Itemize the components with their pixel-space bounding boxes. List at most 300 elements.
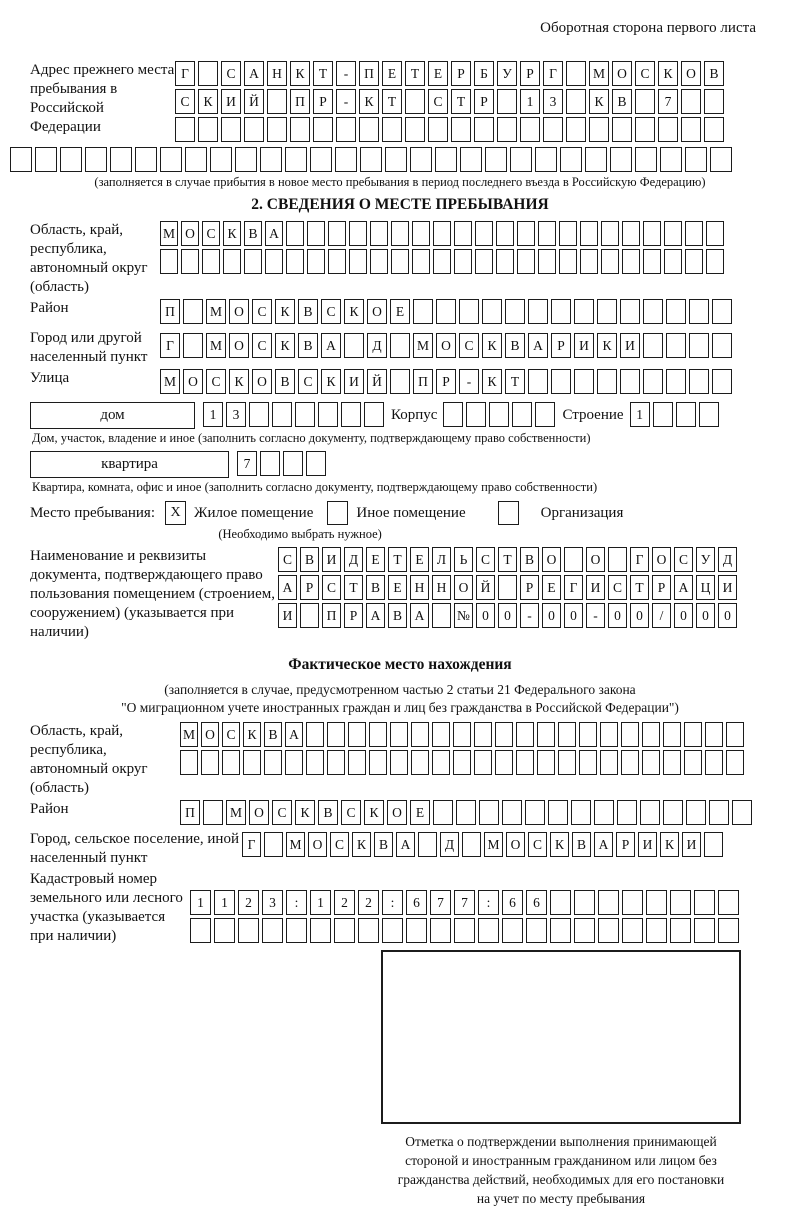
form-cell[interactable]: 1 [520,89,540,114]
form-cell[interactable]: С [175,89,195,114]
form-cell[interactable]: П [160,299,180,324]
form-cell[interactable]: О [252,369,272,394]
form-cell[interactable] [635,117,655,142]
form-cell[interactable]: И [638,832,657,857]
form-cell[interactable] [526,918,547,943]
form-cell[interactable]: С [322,575,341,600]
form-cell[interactable]: К [550,832,569,857]
form-cell[interactable]: Е [542,575,561,600]
form-cell[interactable] [551,369,571,394]
form-cell[interactable]: Н [432,575,451,600]
form-cell[interactable]: 1 [190,890,211,915]
form-cell[interactable] [443,402,463,427]
form-cell[interactable]: К [275,333,295,358]
form-cell[interactable] [244,117,264,142]
form-cell[interactable]: О [183,369,203,394]
form-cell[interactable]: К [589,89,609,114]
form-cell[interactable] [718,918,739,943]
form-cell[interactable]: : [286,890,307,915]
form-cell[interactable] [327,750,345,775]
form-cell[interactable] [411,722,429,747]
form-cell[interactable] [689,333,709,358]
form-cell[interactable] [535,402,555,427]
form-cell[interactable]: В [388,603,407,628]
form-cell[interactable]: Е [410,800,430,825]
form-cell[interactable] [643,249,661,274]
form-cell[interactable]: П [180,800,200,825]
form-cell[interactable] [391,221,409,246]
form-cell[interactable] [712,299,732,324]
form-cell[interactable]: И [682,832,701,857]
form-cell[interactable]: К [352,832,371,857]
form-cell[interactable] [412,221,430,246]
form-cell[interactable] [537,750,555,775]
form-cell[interactable] [295,402,315,427]
form-cell[interactable] [601,221,619,246]
form-cell[interactable] [474,722,492,747]
form-cell[interactable] [512,402,532,427]
form-cell[interactable] [474,750,492,775]
form-cell[interactable]: П [322,603,341,628]
form-cell[interactable]: Т [313,61,333,86]
form-cell[interactable]: С [206,369,226,394]
form-cell[interactable] [685,249,703,274]
form-cell[interactable] [726,750,744,775]
form-cell[interactable]: С [428,89,448,114]
form-cell[interactable] [525,800,545,825]
form-cell[interactable] [435,147,457,172]
form-cell[interactable] [681,117,701,142]
form-cell[interactable] [475,221,493,246]
form-cell[interactable] [391,249,409,274]
form-cell[interactable]: 7 [237,451,257,476]
form-cell[interactable] [528,299,548,324]
form-cell[interactable] [566,61,586,86]
form-cell[interactable] [235,147,257,172]
form-cell[interactable] [718,890,739,915]
form-cell[interactable] [704,832,723,857]
form-cell[interactable] [454,221,472,246]
form-cell[interactable] [202,249,220,274]
form-cell[interactable] [290,117,310,142]
form-cell[interactable] [313,117,333,142]
form-cell[interactable] [183,333,203,358]
form-cell[interactable]: М [180,722,198,747]
form-cell[interactable] [485,147,507,172]
form-cell[interactable] [535,147,557,172]
form-cell[interactable]: М [589,61,609,86]
form-cell[interactable] [685,221,703,246]
form-cell[interactable] [694,890,715,915]
form-cell[interactable] [286,249,304,274]
form-cell[interactable] [412,249,430,274]
form-cell[interactable]: В [366,575,385,600]
form-cell[interactable] [390,722,408,747]
form-cell[interactable]: 3 [262,890,283,915]
form-cell[interactable] [517,221,535,246]
form-cell[interactable]: - [459,369,479,394]
form-cell[interactable] [543,117,563,142]
form-cell[interactable] [364,402,384,427]
form-cell[interactable] [198,61,218,86]
form-cell[interactable]: Т [388,547,407,572]
form-cell[interactable] [550,918,571,943]
form-cell[interactable] [495,750,513,775]
form-cell[interactable]: К [660,832,679,857]
form-cell[interactable] [451,117,471,142]
form-cell[interactable] [516,750,534,775]
form-cell[interactable]: В [298,333,318,358]
form-cell[interactable]: О [542,547,561,572]
form-cell[interactable] [635,89,655,114]
form-cell[interactable]: У [696,547,715,572]
form-cell[interactable] [505,299,525,324]
form-cell[interactable] [706,221,724,246]
form-cell[interactable] [175,117,195,142]
form-cell[interactable] [370,221,388,246]
form-cell[interactable] [336,117,356,142]
form-cell[interactable]: И [718,575,737,600]
form-cell[interactable] [328,221,346,246]
form-cell[interactable]: М [160,369,180,394]
form-cell[interactable]: Д [344,547,363,572]
form-cell[interactable]: - [586,603,605,628]
form-cell[interactable]: Ь [454,547,473,572]
form-cell[interactable] [558,750,576,775]
form-cell[interactable] [520,117,540,142]
form-cell[interactable] [642,750,660,775]
form-cell[interactable] [621,722,639,747]
form-cell[interactable]: Р [520,575,539,600]
form-cell[interactable] [564,547,583,572]
form-cell[interactable]: Е [388,575,407,600]
form-cell[interactable] [621,750,639,775]
form-cell[interactable]: Й [244,89,264,114]
form-cell[interactable] [497,89,517,114]
form-cell[interactable] [459,299,479,324]
form-cell[interactable]: И [278,603,297,628]
form-cell[interactable]: Р [616,832,635,857]
form-cell[interactable] [502,918,523,943]
form-cell[interactable] [548,800,568,825]
form-cell[interactable]: 3 [543,89,563,114]
form-cell[interactable]: И [221,89,241,114]
form-cell[interactable]: С [476,547,495,572]
form-cell[interactable] [286,918,307,943]
form-cell[interactable] [635,147,657,172]
form-cell[interactable] [210,147,232,172]
form-cell[interactable]: Т [382,89,402,114]
form-cell[interactable]: О [181,221,199,246]
form-cell[interactable] [243,750,261,775]
form-cell[interactable]: А [366,603,385,628]
form-cell[interactable]: В [612,89,632,114]
form-cell[interactable] [456,800,476,825]
form-cell[interactable] [617,800,637,825]
form-cell[interactable]: С [221,61,241,86]
form-cell[interactable] [479,800,499,825]
form-cell[interactable]: К [658,61,678,86]
form-cell[interactable] [222,750,240,775]
form-cell[interactable] [646,890,667,915]
form-cell[interactable] [666,299,686,324]
form-cell[interactable] [517,249,535,274]
form-cell[interactable] [198,117,218,142]
form-cell[interactable] [558,722,576,747]
form-cell[interactable] [410,147,432,172]
form-cell[interactable]: Е [428,61,448,86]
form-cell[interactable]: В [275,369,295,394]
form-cell[interactable]: У [497,61,517,86]
form-cell[interactable] [180,750,198,775]
form-cell[interactable] [712,333,732,358]
form-cell[interactable] [382,117,402,142]
form-cell[interactable]: С [321,299,341,324]
form-cell[interactable]: В [374,832,393,857]
form-cell[interactable] [528,369,548,394]
form-cell[interactable]: Р [520,61,540,86]
form-cell[interactable] [203,800,223,825]
form-cell[interactable] [495,722,513,747]
form-cell[interactable]: Р [474,89,494,114]
form-cell[interactable] [560,147,582,172]
form-cell[interactable] [306,750,324,775]
form-cell[interactable]: 0 [476,603,495,628]
form-cell[interactable]: Е [410,547,429,572]
form-cell[interactable] [663,722,681,747]
form-cell[interactable]: Т [630,575,649,600]
form-cell[interactable]: К [243,722,261,747]
form-cell[interactable] [260,451,280,476]
form-cell[interactable]: 7 [658,89,678,114]
form-cell[interactable] [610,147,632,172]
form-cell[interactable]: Г [630,547,649,572]
form-cell[interactable] [267,89,287,114]
form-cell[interactable]: Т [498,547,517,572]
form-cell[interactable] [664,221,682,246]
form-cell[interactable] [307,221,325,246]
form-cell[interactable] [670,890,691,915]
form-cell[interactable] [709,800,729,825]
form-cell[interactable] [201,750,219,775]
form-cell[interactable] [537,722,555,747]
form-cell[interactable] [214,918,235,943]
form-cell[interactable]: Р [313,89,333,114]
form-cell[interactable] [348,750,366,775]
form-cell[interactable]: Д [367,333,387,358]
form-cell[interactable] [369,722,387,747]
form-cell[interactable] [265,249,283,274]
form-cell[interactable]: П [359,61,379,86]
form-cell[interactable] [497,117,517,142]
form-cell[interactable]: Е [366,547,385,572]
form-cell[interactable]: В [505,333,525,358]
form-cell[interactable] [405,117,425,142]
form-cell[interactable]: И [620,333,640,358]
form-cell[interactable]: О [367,299,387,324]
form-cell[interactable]: 0 [674,603,693,628]
form-cell[interactable]: : [382,890,403,915]
form-cell[interactable] [516,722,534,747]
form-cell[interactable]: Е [390,299,410,324]
form-cell[interactable]: К [198,89,218,114]
form-cell[interactable]: 0 [542,603,561,628]
form-cell[interactable] [566,117,586,142]
form-cell[interactable] [10,147,32,172]
form-cell[interactable] [622,890,643,915]
form-cell[interactable] [566,89,586,114]
form-cell[interactable]: 0 [564,603,583,628]
form-cell[interactable] [436,299,456,324]
form-cell[interactable]: Г [160,333,180,358]
form-cell[interactable] [574,890,595,915]
form-cell[interactable] [594,800,614,825]
form-cell[interactable] [579,722,597,747]
form-cell[interactable] [411,750,429,775]
form-cell[interactable]: М [206,333,226,358]
form-cell[interactable] [705,722,723,747]
form-cell[interactable]: А [285,722,303,747]
form-cell[interactable]: С [222,722,240,747]
form-cell[interactable]: 1 [310,890,331,915]
form-cell[interactable]: С [674,547,693,572]
form-cell[interactable] [608,547,627,572]
form-cell[interactable]: С [298,369,318,394]
form-cell[interactable]: С [272,800,292,825]
form-cell[interactable]: К [321,369,341,394]
form-cell[interactable]: Л [432,547,451,572]
form-cell[interactable] [262,918,283,943]
form-cell[interactable]: В [244,221,262,246]
form-cell[interactable] [390,333,410,358]
form-cell[interactable] [489,402,509,427]
form-cell[interactable]: В [300,547,319,572]
form-cell[interactable]: В [318,800,338,825]
form-cell[interactable] [538,221,556,246]
form-cell[interactable] [598,890,619,915]
form-cell[interactable] [574,369,594,394]
form-cell[interactable] [283,451,303,476]
form-cell[interactable]: О [681,61,701,86]
form-cell[interactable] [418,832,437,857]
form-cell[interactable]: С [252,333,272,358]
form-cell[interactable]: О [454,575,473,600]
form-cell[interactable]: К [359,89,379,114]
form-cell[interactable]: 1 [203,402,223,427]
form-cell[interactable] [726,722,744,747]
form-cell[interactable] [390,369,410,394]
form-cell[interactable] [496,221,514,246]
form-cell[interactable] [684,750,702,775]
form-cell[interactable] [589,117,609,142]
form-cell[interactable] [710,147,732,172]
form-cell[interactable]: В [264,722,282,747]
form-cell[interactable]: Й [476,575,495,600]
form-cell[interactable] [601,249,619,274]
form-cell[interactable] [307,249,325,274]
form-cell[interactable]: К [482,369,502,394]
form-cell[interactable]: А [244,61,264,86]
form-cell[interactable] [658,117,678,142]
form-cell[interactable] [110,147,132,172]
form-cell[interactable] [462,832,481,857]
form-cell[interactable]: 3 [226,402,246,427]
form-cell[interactable] [646,918,667,943]
form-cell[interactable]: - [520,603,539,628]
form-cell[interactable] [600,750,618,775]
form-cell[interactable]: А [396,832,415,857]
form-cell[interactable]: П [413,369,433,394]
form-cell[interactable] [704,89,724,114]
form-cell[interactable]: Е [382,61,402,86]
form-cell[interactable]: М [413,333,433,358]
form-cell[interactable] [704,117,724,142]
form-cell[interactable] [580,221,598,246]
form-cell[interactable] [406,918,427,943]
form-cell[interactable] [622,221,640,246]
form-cell[interactable] [249,402,269,427]
form-cell[interactable] [238,918,259,943]
form-cell[interactable]: О [506,832,525,857]
form-cell[interactable] [454,918,475,943]
form-cell[interactable]: 0 [608,603,627,628]
checkbox-inoe[interactable] [327,501,348,525]
form-cell[interactable]: А [674,575,693,600]
form-cell[interactable] [585,147,607,172]
form-cell[interactable] [405,89,425,114]
form-cell[interactable] [482,299,502,324]
form-cell[interactable] [35,147,57,172]
form-cell[interactable]: С [278,547,297,572]
form-cell[interactable] [181,249,199,274]
form-cell[interactable]: С [459,333,479,358]
form-cell[interactable]: М [484,832,503,857]
form-cell[interactable] [264,750,282,775]
form-cell[interactable] [571,800,591,825]
form-cell[interactable]: О [229,333,249,358]
form-cell[interactable] [433,221,451,246]
form-cell[interactable] [660,147,682,172]
form-cell[interactable] [663,800,683,825]
form-cell[interactable] [335,147,357,172]
form-cell[interactable]: Д [718,547,737,572]
form-cell[interactable] [360,147,382,172]
form-cell[interactable] [318,402,338,427]
form-cell[interactable]: Р [652,575,671,600]
form-cell[interactable] [260,147,282,172]
form-cell[interactable]: О [201,722,219,747]
form-cell[interactable] [306,451,326,476]
form-cell[interactable]: О [229,299,249,324]
form-cell[interactable]: 7 [454,890,475,915]
form-cell[interactable] [498,575,517,600]
form-cell[interactable] [369,750,387,775]
form-cell[interactable]: С [635,61,655,86]
form-cell[interactable]: А [265,221,283,246]
form-cell[interactable] [643,299,663,324]
form-cell[interactable]: С [202,221,220,246]
form-cell[interactable] [300,603,319,628]
form-cell[interactable] [712,369,732,394]
form-cell[interactable]: В [572,832,591,857]
form-cell[interactable] [559,221,577,246]
form-cell[interactable] [475,249,493,274]
form-cell[interactable] [598,918,619,943]
form-cell[interactable]: Г [564,575,583,600]
form-cell[interactable]: № [454,603,473,628]
form-cell[interactable] [681,89,701,114]
form-cell[interactable]: Б [474,61,494,86]
